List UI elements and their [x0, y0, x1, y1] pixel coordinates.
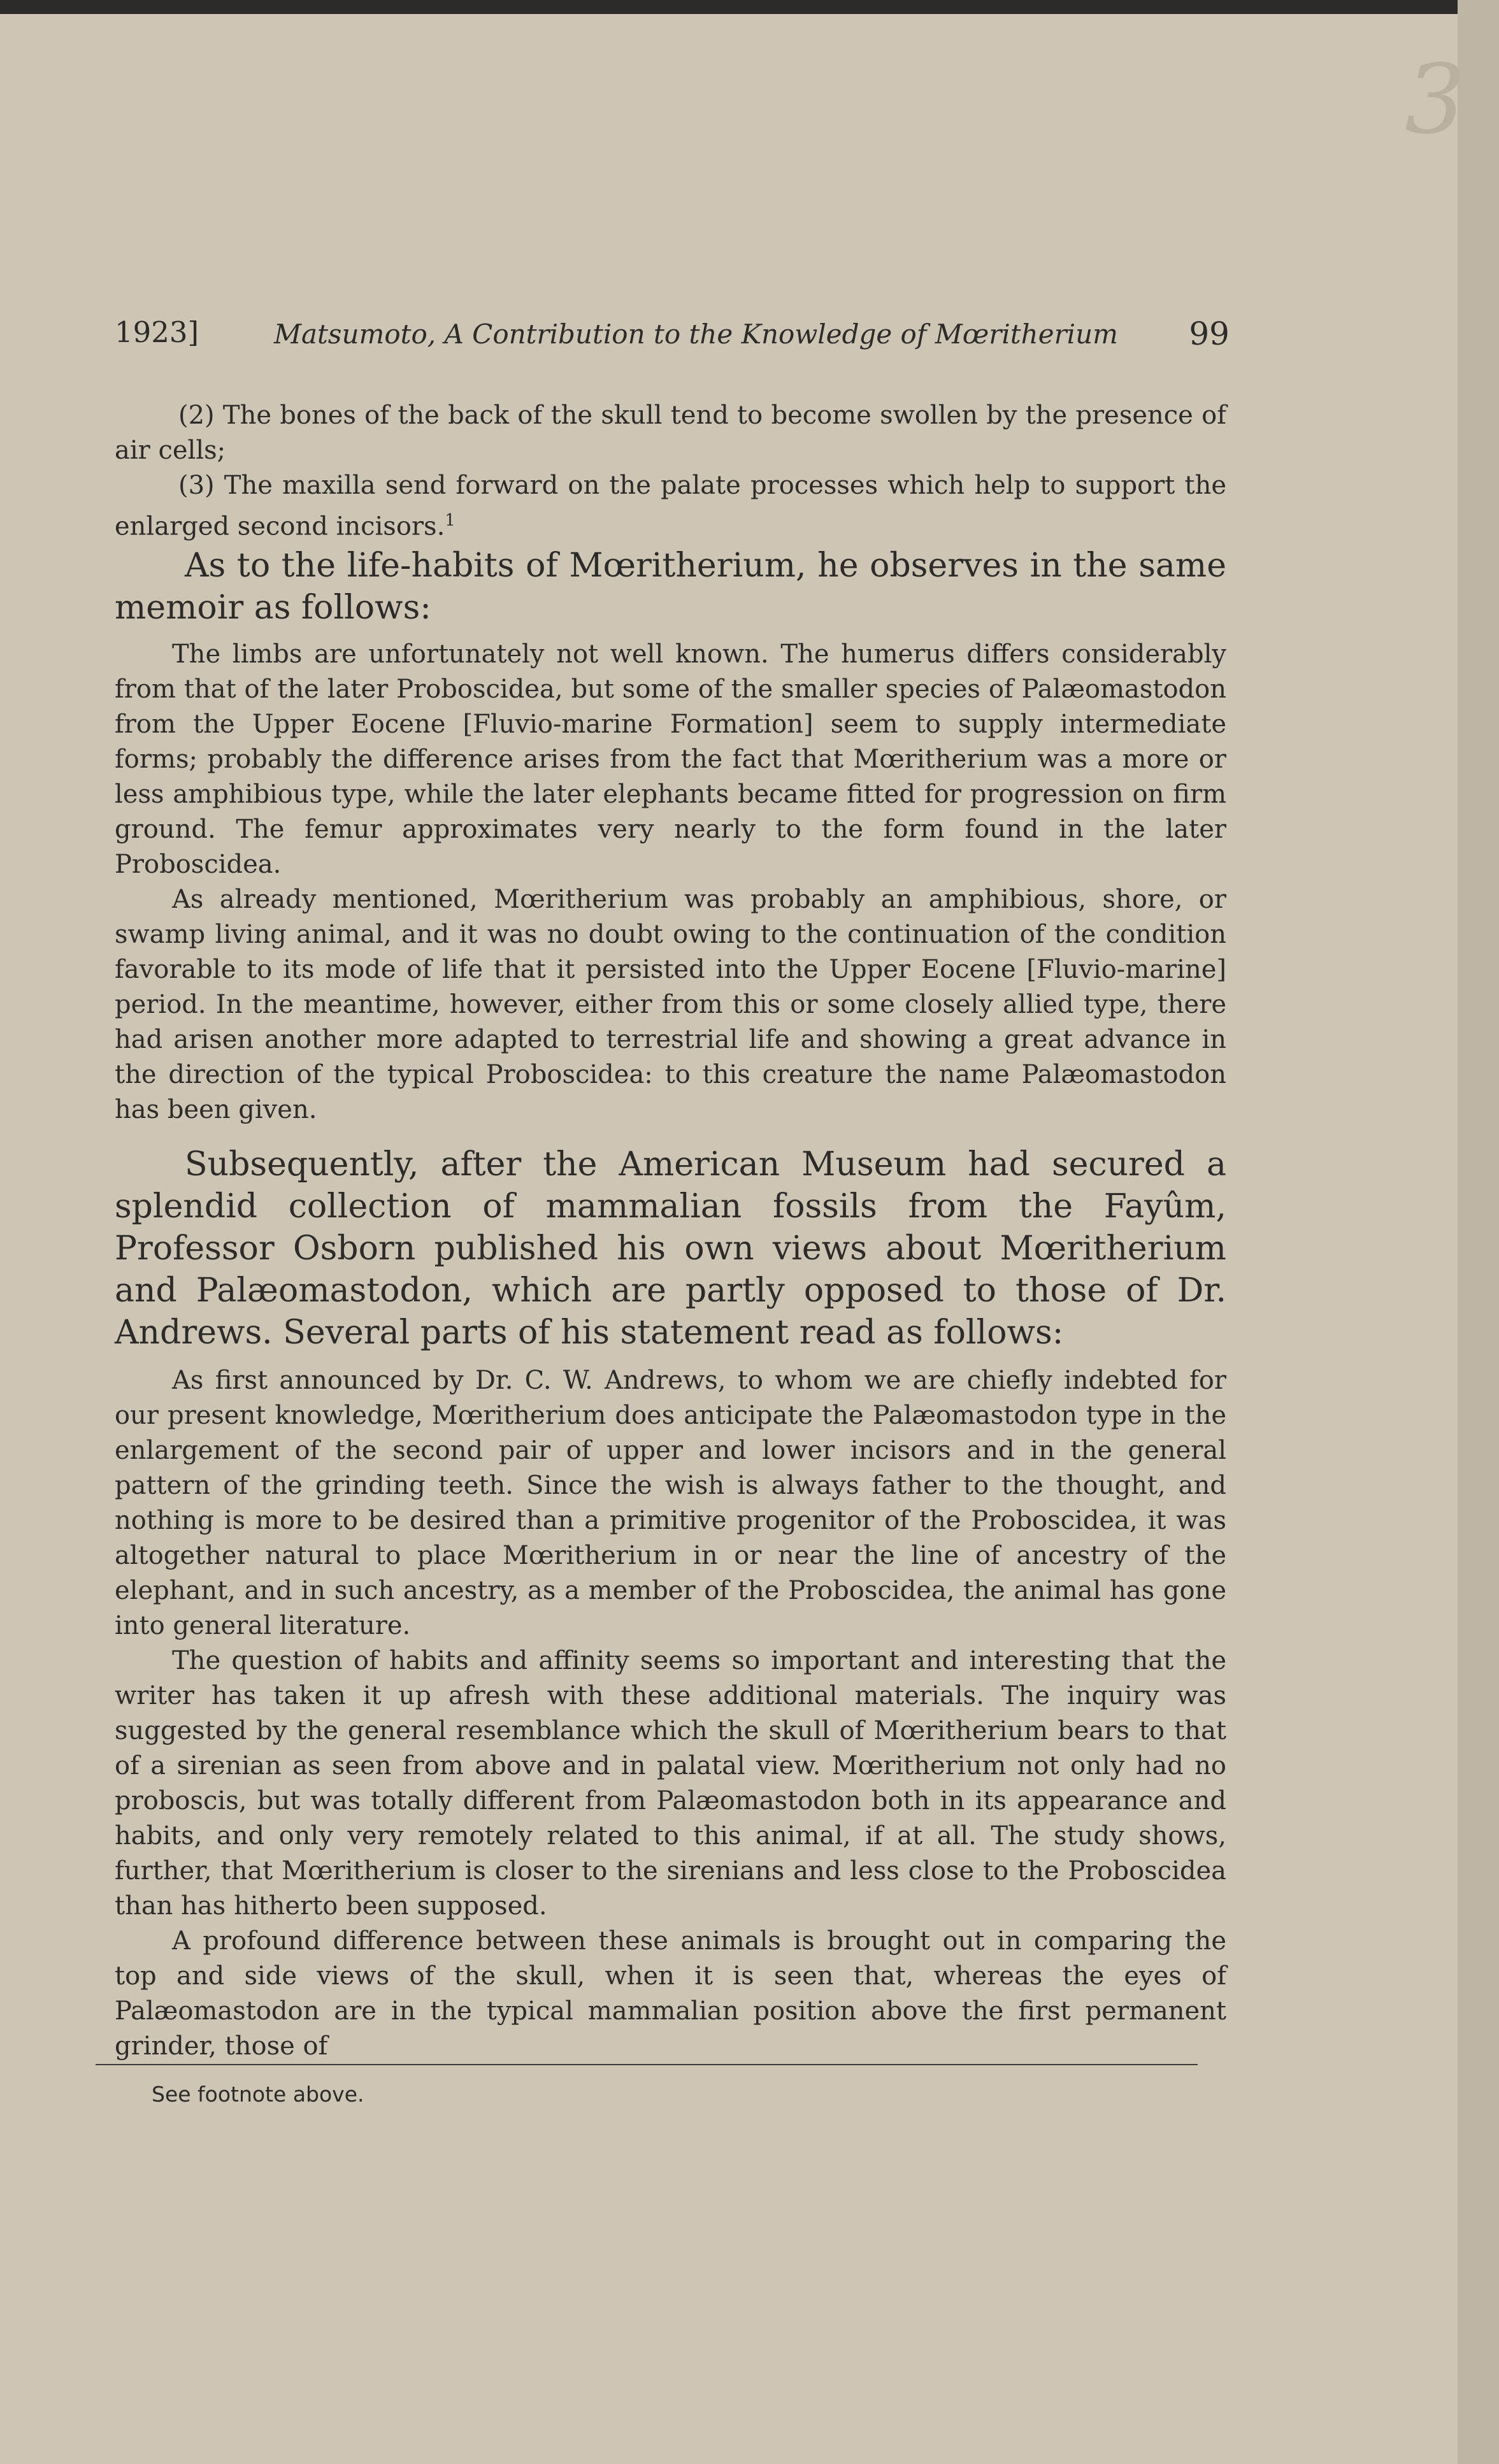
intro-paragraph-1: As to the life-habits of Mœritherium, he observes in the same memoir as follows: [115, 547, 1226, 627]
pencil-page-mark: 3 [1405, 45, 1466, 155]
intro-paragraph-2: Subsequently, after the American Museum had secured a splendid collection of mammalian fossils from the Fayûm, Professor Osborn published his own views about Mœritherium and Palæomastodon, which are partly opposed to those of Dr. Andrews. Several parts of his statement read as follows: [115, 1145, 1226, 1352]
page-top-edge [0, 0, 1499, 14]
footnote-marker: 1 [445, 511, 455, 530]
quote-paragraph: As first announced by Dr. C. W. Andrews, to whom we are chiefly indebted for our present knowledge, Mœritherium does anticipate the Palæomastodon type in the enlargement of the second pair of upper and lower incisors and in the general pattern of the grinding teeth. Since the wish is always father to the thought, and nothing is more to be desired than a primitive progenitor of the Proboscidea, it was altogether natural to place Mœritherium in or near the line of ancestry of the elephant, and in such ancestry, as a member of the Proboscidea, the animal has gone into general literature. [115, 1366, 1226, 1640]
running-title: Matsumoto, A Contribution to the Knowledge of Mœritherium [274, 319, 1118, 350]
quote-paragraph: A profound difference between these animals is brought out in comparing the top and side views of the skull, when it is seen that, whereas the eyes of Palæomastodon are in the typical mammalian position above the first permanent grinder, those of [115, 1926, 1226, 2061]
running-header [115, 315, 1230, 360]
block-quote-andrews [115, 637, 1226, 1128]
quote-paragraph: The limbs are unfortunately not well known. The humerus differs considerably from that of the later Proboscidea, but some of the smaller species of Palæomastodon from the Upper Eocene [Fluvio-marine Formation] seem to supply intermediate forms; probably the difference arises from the fact that Mœritherium was a more or less amphibious type, while the later elephants became fitted for progression on firm ground. The femur approximates very nearly to the form found in the later Proboscidea. [115, 640, 1226, 879]
numbered-list [115, 398, 1226, 544]
page-right-edge [1458, 0, 1499, 2464]
quote-paragraph: As already mentioned, Mœritherium was probably an amphibious, shore, or swamp living animal, and it was no doubt owing to the continuation of the condition favorable to its mode of life that it persisted into the Upper Eocene [Fluvio-marine] period. In the meantime, however, either from this or some closely allied type, there had arisen another more adapted to terrestrial life and showing a great advance in the direction of the typical Proboscidea: to this creature the name Palæomastodon has been given. [115, 885, 1226, 1124]
footnote-rule [96, 2064, 1198, 2065]
footnote: See footnote above. [152, 2082, 364, 2107]
list-item: (2) The bones of the back of the skull tend to become swollen by the presence of air cells; [115, 401, 1226, 465]
page-number: 99 [1189, 315, 1230, 352]
list-item: (3) The maxilla send forward on the palate processes which help to support the enlarged second incisors.$^1$ [115, 471, 1226, 541]
block-quote-osborn [115, 1363, 1226, 2064]
header-year: 1923] [115, 315, 199, 349]
quote-paragraph: The question of habits and affinity seems so important and interesting that the writer has taken it up afresh with these additional materials. The inquiry was suggested by the general resemblance which the skull of Mœritherium bears to that of a sirenian as seen from above and in palatal view. Mœritherium not only had no proboscis, but was totally different from Palæomastodon both in its appearance and habits, and only very remotely related to this animal, if at all. The study shows, further, that Mœritherium is closer to the sirenians and less close to the Proboscidea than has hitherto been supposed. [115, 1646, 1226, 1921]
